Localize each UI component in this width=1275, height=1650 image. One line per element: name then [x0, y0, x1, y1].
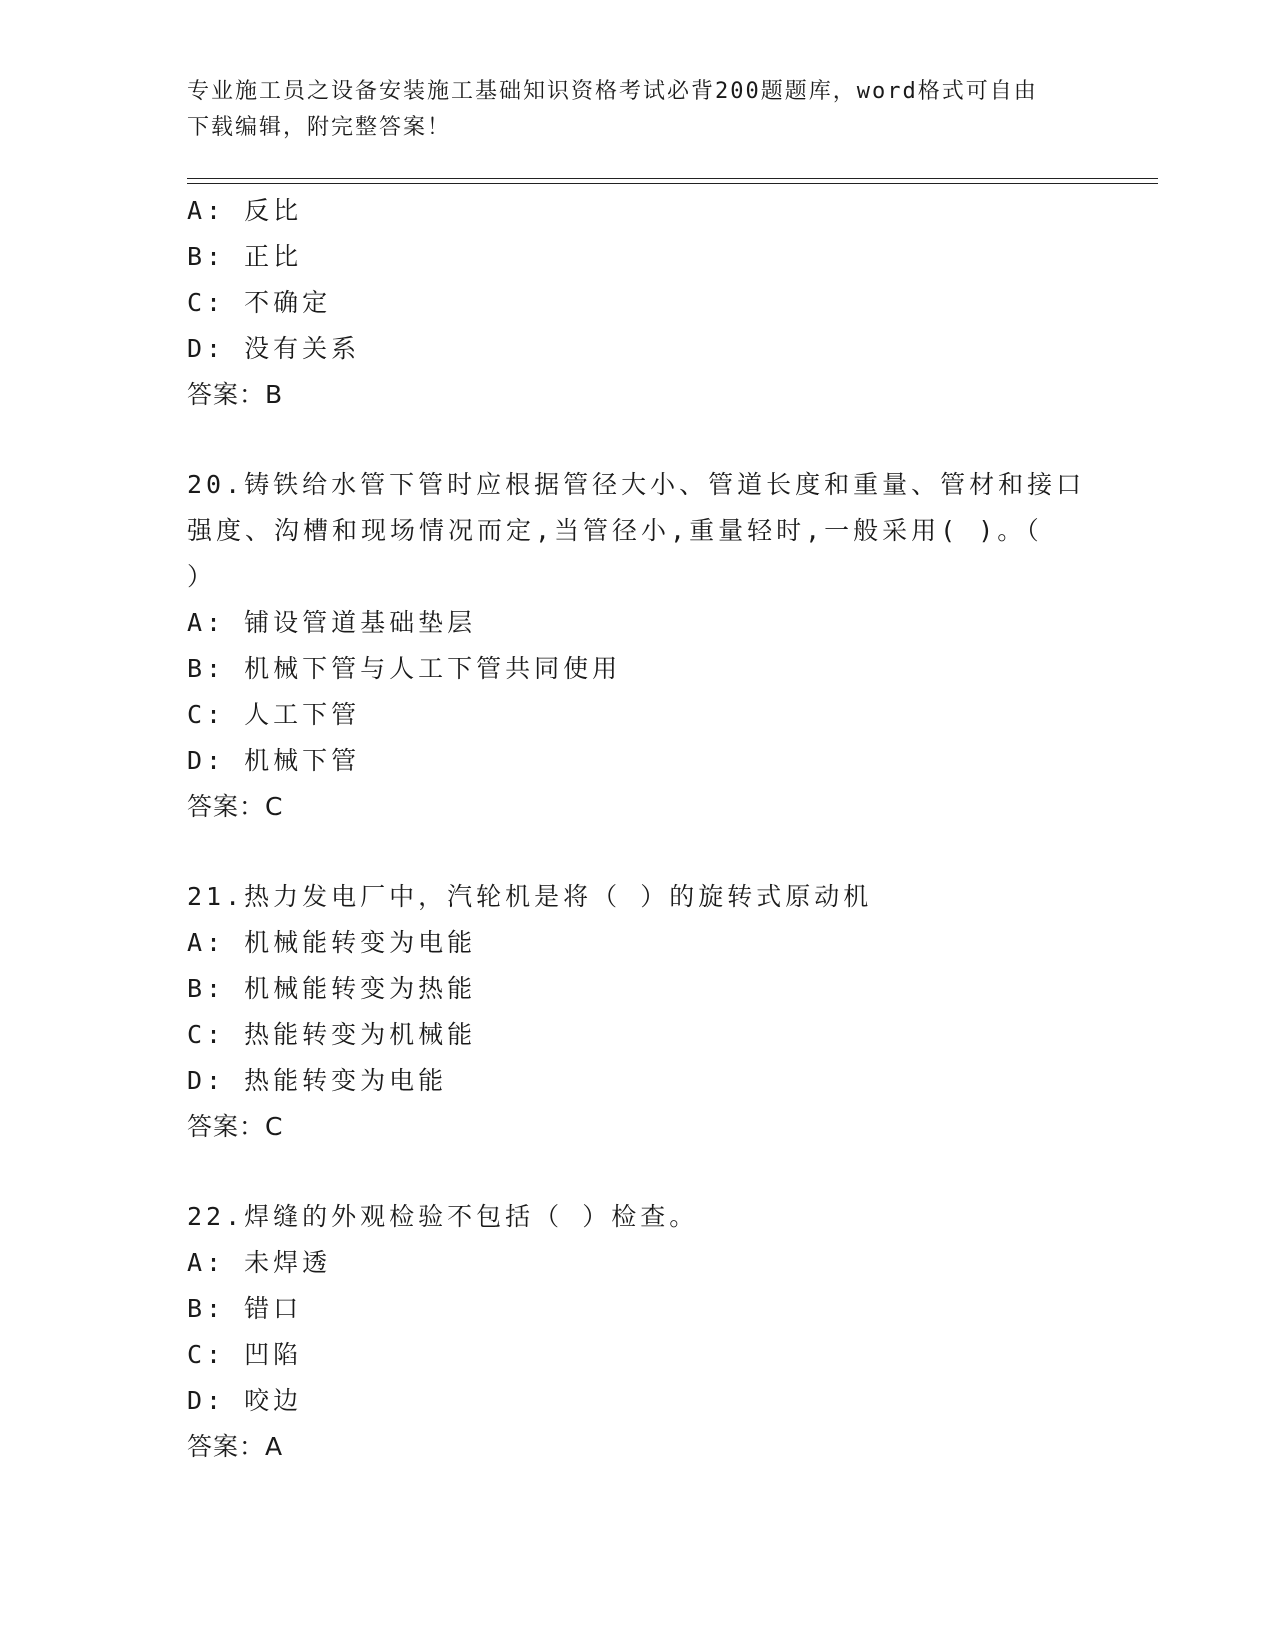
- question-21: [187, 874, 1087, 1150]
- question-text-line-1: 20.铸铁给水管下管时应根据管径大小、管道长度和重量、管材和接口: [187, 470, 1086, 499]
- option-b: B: 机械下管与人工下管共同使用: [187, 654, 622, 683]
- question-list: [187, 188, 1087, 1470]
- question-text-line-2: 强度、沟槽和现场情况而定,当管径小,重量轻时,一般采用( )。（: [187, 516, 1043, 545]
- option-d: D: 咬边: [187, 1386, 303, 1415]
- option-d: D: 没有关系: [187, 334, 361, 363]
- question-19: [187, 188, 1087, 418]
- question-20: [187, 462, 1087, 830]
- option-c: C: 凹陷: [187, 1340, 303, 1369]
- question-22: [187, 1194, 1087, 1470]
- answer: 答案：B: [187, 380, 284, 409]
- option-a: A: 铺设管道基础垫层: [187, 608, 477, 637]
- header-line-2: 下载编辑，附完整答案！: [187, 115, 452, 140]
- question-spacer: [187, 1150, 1087, 1194]
- header-divider-bottom: [187, 183, 1158, 184]
- question-spacer: [187, 830, 1087, 874]
- answer: 答案：C: [187, 792, 284, 821]
- option-c: C: 热能转变为机械能: [187, 1020, 477, 1049]
- answer: 答案：C: [187, 1112, 284, 1141]
- option-c: C: 人工下管: [187, 700, 361, 729]
- option-d: D: 热能转变为电能: [187, 1066, 448, 1095]
- header-line-1: 专业施工员之设备安装施工基础知识资格考试必背200题题库，word格式可自由: [187, 79, 1038, 104]
- option-a: A: 反比: [187, 196, 303, 225]
- question-spacer: [187, 418, 1087, 462]
- option-b: B: 正比: [187, 242, 303, 271]
- option-b: B: 机械能转变为热能: [187, 974, 477, 1003]
- question-text-line-3: ）: [187, 562, 217, 591]
- option-b: B: 错口: [187, 1294, 303, 1323]
- answer: 答案：A: [187, 1432, 284, 1461]
- question-text-line-1: 21.热力发电厂中，汽轮机是将（ ）的旋转式原动机: [187, 882, 873, 911]
- option-d: D: 机械下管: [187, 746, 361, 775]
- option-c: C: 不确定: [187, 288, 332, 317]
- question-text-line-1: 22.焊缝的外观检验不包括（ ）检查。: [187, 1202, 699, 1231]
- header-divider-top: [187, 178, 1158, 179]
- document-header: [187, 74, 1087, 146]
- option-a: A: 机械能转变为电能: [187, 928, 477, 957]
- option-a: A: 未焊透: [187, 1248, 332, 1277]
